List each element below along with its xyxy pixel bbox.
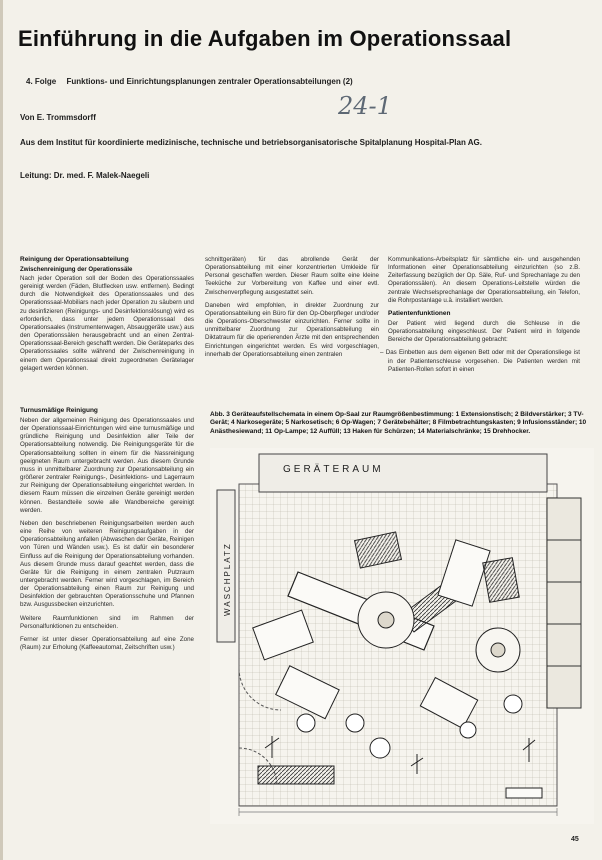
handwritten-note: 24-1 <box>338 92 392 120</box>
material-cabinet <box>547 498 581 708</box>
paragraph: Nach jeder Operation soll der Boden des Operationssaales gereinigt werden (Fäden, Blutflecken usw. entfernen). Bedingt durch die Notwendigkeit des Operationssaales und des Operationssaal-Mobiliars nach jeder Operation zu säubern und zu desinfizieren (Reinigungs- und Desinfektionslösung) wird es erforderlich, dass unter jedem Operationssaal des Operationsaales (Instrumentenwagen, Absauggeräte usw.) aus den Operationssälen herausgebracht und an einen Zentral-Operationssaal-Bereich geschafft werden. Die Geräteparks des Operationssaales sollte während der Zwischenreinigung in einem dem Operationssaal direkt zugeordneten Gerätelager gelagert werden können. <box>20 275 194 372</box>
subtitle-text: Funktions- und Einrichtungsplanungen zentraler Operationsabteilungen (2) <box>66 77 353 86</box>
page-edge <box>0 0 3 860</box>
institute-line: Aus dem Institut für koordinierte medizinische, technische und betriebsorganisatorische Spitalplanung Hospital-Plan AG. <box>20 138 482 147</box>
anaesthesia-table <box>483 558 519 603</box>
section-heading: Turnusmäßige Reinigung <box>20 407 98 414</box>
operating-lamp <box>358 592 414 648</box>
floor-plan-diagram <box>210 448 594 824</box>
paragraph: Kommunikations-Arbeitsplatz für sämtliche ein- und ausgehenden Informationen einer Operationsabteilung einzurichten (so z.B. Zeiterfassung bezüglich der Op. Säle, Ruf- und Sprechanlage zu den Operationssälen). An diesem Operations-Leitstelle würden die zentrale Wechselsprechanlage der Operationsabteilung, ein Telefon, die Rohrpostanlage u.ä. installiert werden. <box>388 256 580 304</box>
series-number: 4. Folge <box>26 77 57 86</box>
section-heading: Reinigung der Operationsabteilung <box>20 256 129 263</box>
text-column-1 <box>20 256 194 378</box>
section-heading: Patientenfunktionen <box>388 309 451 317</box>
swivel-stool-icon <box>370 738 390 758</box>
article-subtitle <box>26 77 571 86</box>
swivel-stool-icon <box>460 722 476 738</box>
lamp-center <box>491 643 505 657</box>
swivel-stool-icon <box>297 714 315 732</box>
page-number: 45 <box>571 836 579 843</box>
paragraph: Daneben wird empfohlen, in direkter Zuordnung zur Operationsabteilung ein Büro für den Op-Oberpfleger und/oder die Operations-Oberschwester einzurichten. Ferner sollte in unmittelbarer Zuordnung zur Operationsabteilung ein Diktatraum für die operierenden Ärzte mit den entsprechenden Einrichtungen eingerichtet werden. Es wird vorgeschlagen, innerhalb der Operationsabteilung einen zentralen <box>205 301 379 358</box>
film-viewer <box>258 766 334 784</box>
section-subheading: Zwischenreinigung der Operationssäle <box>20 266 133 273</box>
text-column-2 <box>205 256 379 364</box>
paragraph: schnittgeräten) für das abrollende Gerät der Operationsabteilung mit einer konzentrierten Umkleide für Personal geschaffen werden. Dieser Raum sollte eine kleine Teeküche zur Vorbereitung von Kaffee und einer evtl. Zwischenverpflegung ausgestattet sein. <box>205 256 379 296</box>
apron-hook <box>506 788 542 798</box>
swivel-stool-icon <box>504 695 522 713</box>
author-line: Von E. Trommsdorff <box>20 113 96 122</box>
text-column-4 <box>20 407 194 657</box>
storage-room-label: GERÄTERAUM <box>283 464 384 475</box>
bullet-paragraph: – Das Einbetten aus dem eigenen Bett oder mit der Operationsliege ist in der Patientenschleuse vorgesehen. Die Patienten werden mit Patienten-Rollen sofort in einen <box>380 349 580 373</box>
paragraph: Weitere Raumfunktionen sind im Rahmen der Personalfunktionen zu entscheiden. <box>20 614 194 630</box>
wash-area-label: WASCHPLATZ <box>223 542 232 616</box>
operating-room-figure <box>210 448 594 824</box>
swivel-stool-icon <box>346 714 364 732</box>
paragraph: Neben den beschriebenen Reinigungsarbeiten werden auch eine Reihe von weiteren Reinigungsaufgaben in der Operationsabteilung anfallen (Abwaschen der Geräte, Reinigen von Türen und Wänden usw.). Es ist dafür ein besonderer Einfluss auf die Reinigung der Operationsabteilung vorhanden. Aus diesem Grunde muss darauf geachtet werden, dass die Geräte für die Reinigung in einem zentralen Putzraum untergebracht werden. Ferner wird vorgeschlagen, im Bereich der Operationsabteilung einen Raum zur Reinigung und Desinfektion der gebrauchten Operationsschuhe und Pfannen bzw. Ausgussbecken einzurichten. <box>20 519 194 609</box>
paragraph: Der Patient wird liegend durch die Schleuse in die Operationsabteilung eingeschleust. Der Patient wird in folgende Bereiche der Operationsabteilung gebracht: <box>388 319 580 344</box>
text-column-3 <box>380 256 580 379</box>
article-title: Einführung in die Aufgaben im Operationssaal <box>18 26 512 51</box>
paragraph: Neben der allgemeinen Reinigung des Operationssaales und der Operationssaal-Einrichtungen wird eine turnusmäßige und gründliche Reinigung und Desinfektion aller Teile der Operationsabteilung notwendig. Die Reinigungsgeräte für die Operationsabteilung sollten in einem für die Nassreinigung geeigneten Raum untergebracht werden. Aus diesem Grunde muss in unmittelbarer Zuordnung zur Operationsabteilung ein größerer zentraler Reinigungs-, Desinfektions- und Lagerraum zur Reinigung der Operationsabteilung eingerichtet werden. In diesem Raum müssen die einzelnen Geräte gereinigt werden können. Bestandteile sowie alle Wandbereiche gereinigt werden. <box>20 417 194 514</box>
operating-lamp <box>476 628 520 672</box>
leader-line: Leitung: Dr. med. F. Malek-Naegeli <box>20 171 150 180</box>
lamp-center <box>378 612 394 628</box>
figure-caption: Abb. 3 Geräteaufstellschemata in einem Op-Saal zur Raumgrößenbestimmung: 1 Extensionstisch; 2 Bildverstärker; 3 TV-Gerät; 4 Narkosegeräte; 5 Narkosetisch; 6 Op-Wagen; 7 Gerätebehälter; 8 Filmbetrachtungskasten; 9 Infusionsständer; 10 Anästhesiewand; 11 Op-Lampe; 12 Auffüll; 13 Haken für Schürzen; 14 Materialschränke; 15 Drehhocker. <box>210 411 587 435</box>
paragraph: Ferner ist unter dieser Operationsabteilung auf eine Zone (Raum) zur Erholung (Kaffeeautomat, Zeitschriften usw.) <box>20 635 194 652</box>
